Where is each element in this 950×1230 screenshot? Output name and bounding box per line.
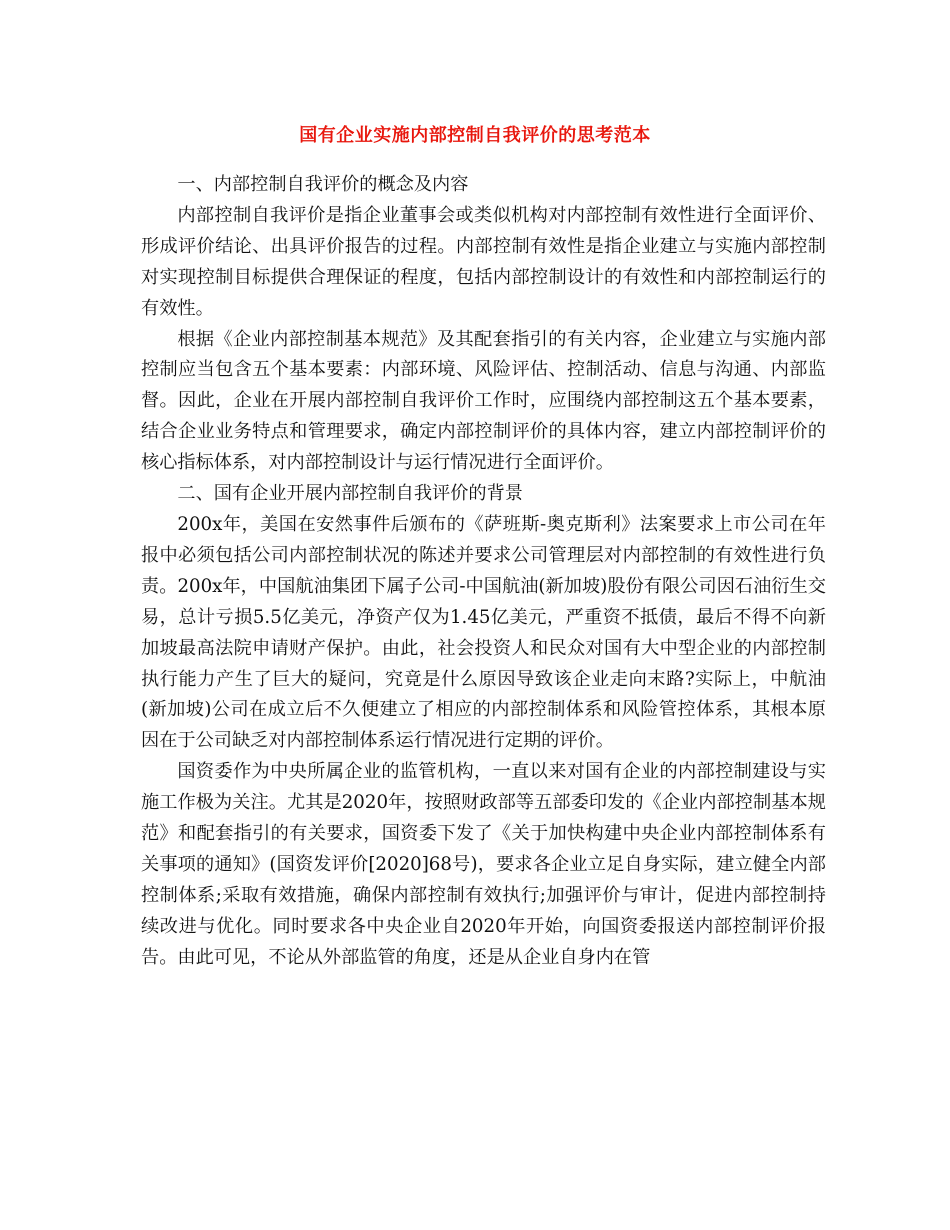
section-heading-1: 一、内部控制自我评价的概念及内容 [177,174,469,195]
document-title: 国有企业实施内部控制自我评价的思考范本 [299,125,651,146]
paragraph: 内部控制自我评价是指企业董事会或类似机构对内部控制有效性进行全面评价、形成评价结论、出具评价报告的过程。内部控制有效性是指企业建立与实施内部控制对实现控制目标提供合理保证的程度，包括内部控制设计的有效性和内部控制运行的有效性。 [141,204,826,319]
paragraph: 根据《企业内部控制基本规范》及其配套指引的有关内容，企业建立与实施内部控制应当包含五个基本要素：内部环境、风险评估、控制活动、信息与沟通、内部监督。因此，企业在开展内部控制自我评价工作时，应围绕内部控制这五个基本要素，结合企业业务特点和管理要求，确定内部控制评价的具体内容，建立内部控制评价的核心指标体系，对内部控制设计与运行情况进行全面评价。 [141,328,826,474]
document-body [141,170,826,974]
paragraph: 200x年，美国在安然事件后颁布的《萨班斯-奥克斯利》法案要求上市公司在年报中必须包括公司内部控制状况的陈述并要求公司管理层对内部控制的有效性进行负责。200x年，中国航油集团下属子公司-中国航油(新加坡)股份有限公司因石油衍生交易，总计亏损5.5亿美元，净资产仅为1.45亿美元，严重资不抵债，最后不得不向新加坡最高法院申请财产保护。由此，社会投资人和民众对国有大中型企业的内部控制执行能力产生了巨大的疑问，究竟是什么原因导致该企业走向末路?实际上，中航油(新加坡)公司在成立后不久便建立了相应的内部控制体系和风险管控体系，其根本原因在于公司缺乏对内部控制体系运行情况进行定期的评价。 [141,513,826,752]
section-heading-2: 二、国有企业开展内部控制自我评价的背景 [177,483,523,505]
paragraph: 国资委作为中央所属企业的监管机构，一直以来对国有企业的内部控制建设与实施工作极为关注。尤其是2020年，按照财政部等五部委印发的《企业内部控制基本规范》和配套指引的有关要求，国资委下发了《关于加快构建中央企业内部控制体系有关事项的通知》(国资发评价[2020]68号)，要求各企业立足自身实际，建立健全内部控制体系;采取有效措施，确保内部控制有效执行;加强评价与审计，促进内部控制持续改进与优化。同时要求各中央企业自2020年开始，向国资委报送内部控制评价报告。由此可见，不论从外部监管的角度，还是从企业自身内在管 [141,761,826,968]
